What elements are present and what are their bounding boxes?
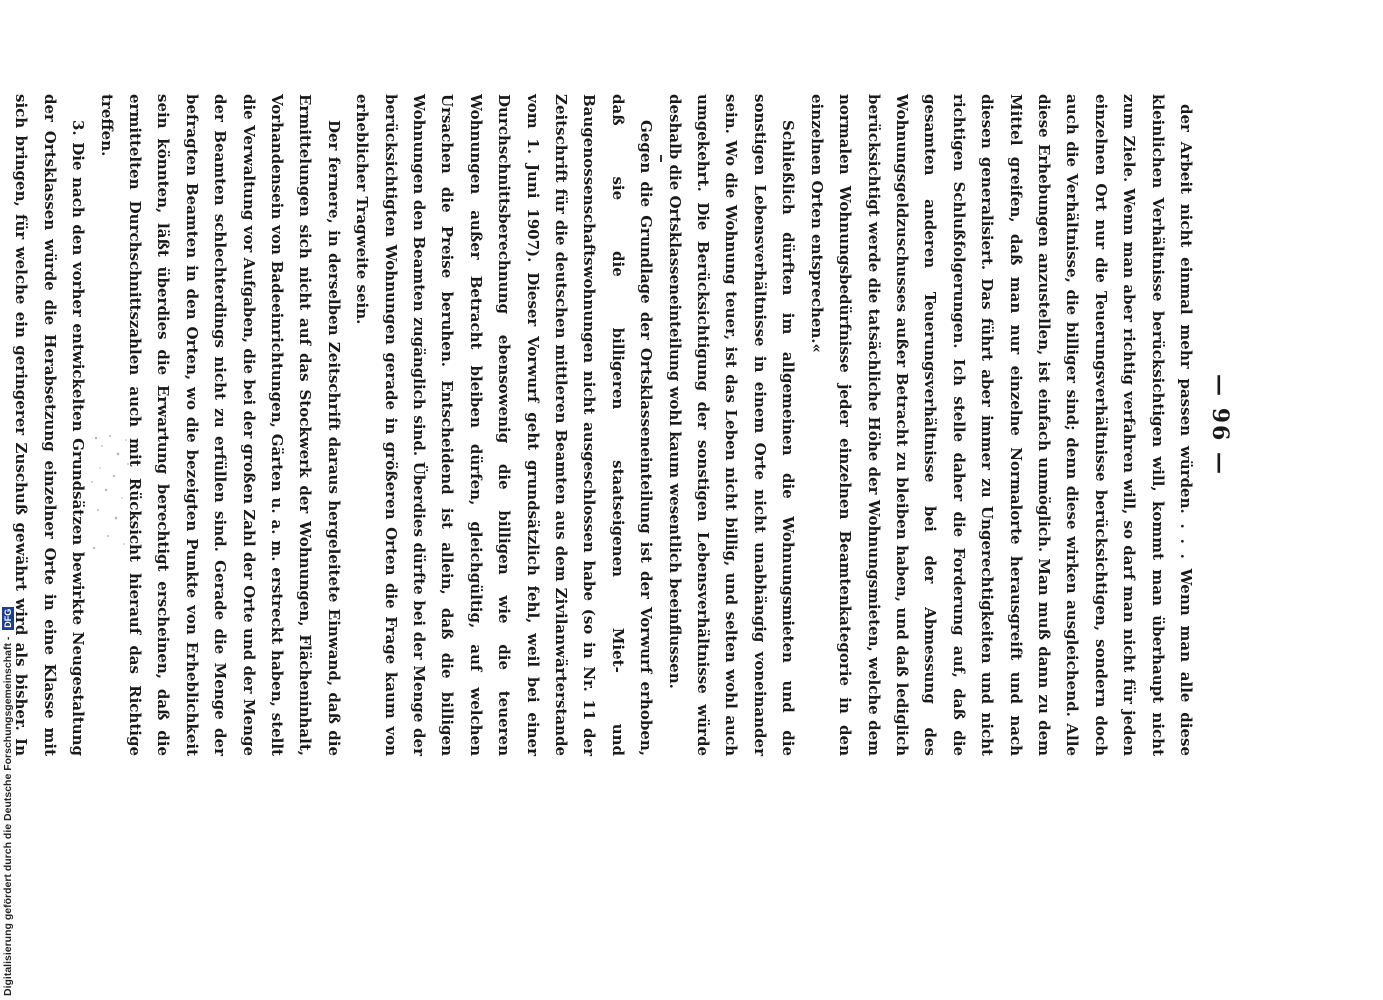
page-number: — 96 — [1207,374,1233,476]
paragraph: 3. Die nach den vorher entwickelten Grundsätzen bewirkte Neugestaltung der Ortsklassen würde die Herabsetzung einzelner Orte in eine Klasse mit sich bringen, für welche ein geringerer Zuschuß gewährt wird als bisher. In [12,94,88,756]
paragraph: Der fernere, in derselben Zeitschrift daraus hergeleitete Einwand, daß die Ermittelungen sich nicht auf das Stockwerk der Wohnungen, Flächeninhalt, Vorhandensein von Badeeinrichtungen, Gärten u. a. m. erstreckt haben, stellt die Verwaltung vor Aufgaben, die bei der großen Zahl der Orte und der Menge der Beamten schlechterdings nicht zu erfüllen sind. Gerade die Menge der befragten Beamten in den Orten, wo die bezeigten Punkte von Erheblichkeit sein könnten, läßt überdies die Erwartung berechtigt erscheinen, daß die ermittelten Durchschnittszahlen auch mit Rücksicht hierauf das Richtige treffen. [97,94,343,756]
paragraph: Gegen die Grundlage der Ortsklasseneinteilung ist der Vorwurf erhoben, daß sie die billigeren staatseigenen Miet- und Baugenossenschaftswohnungen nicht ausgeschlossen habe (so in Nr. 11 der Zeitschrift für die deutschen mittleren Beamten aus dem Zivilanwärterstande vom 1. Juni 1907). Dieser Vorwurf geht grundsätzlich fehl, weil bei einer Durchschnittsberechnung ebensowenig die billigen wie die teueren Wohnungen außer Betracht bleiben dürfen, gleichgültig, auf welchen Ursachen die Preise beruhen. Entscheidend ist allein, daß die billigen Wohnungen den Beamten zugänglich sind. Überdies dürfte bei der Menge der berücksichtigten Wohnungen gerade in größeren Orten die Frage kaum von erheblicher Tragweite sein. [353,94,656,756]
rotated-page [12,80,1240,770]
digitization-credit-text: Digitalisierung gefördert durch die Deutsche Forschungsgemeinschaft - [2,636,14,996]
dfg-logo: DFG [3,608,14,628]
paragraph: Schließlich dürften im allgemeinen die Wohnungsmieten und die sonstigen Lebensverhältnisse in einem Orte nicht unabhängig voneinander sein. Wo die Wohnung teuer, ist das Leben nicht billig, und selten wohl auch umgekehrt. Die Berücksichtigung der sonstigen Lebensverhältnisse würde deshalb die Ortsklasseneinteilung wohl kaum wesentlich beeinflussen. [665,94,798,756]
paragraph: der Arbeit nicht einmal mehr passen würden. . . . Wenn man alle diese kleinlichen Verhältnisse berücksichtigen will, kommt man überhaupt nicht zum Ziele. Wenn man aber richtig verfahren will, so darf man nicht für jeden einzelnen Ort nur die Teuerungsverhältnisse berücksichtigen, sondern doch auch die Verhältnisse, die billiger sind; denn diese wirken ausgleichend. Alle diese Erhebungen anzustellen, ist einfach unmöglich. Man muß dann zu dem Mittel greifen, daß man nur einzelne Normalorte herausgreift und nach diesen generalisiert. Das führt aber immer zu Ungerechtigkeiten und nicht richtigen Schlußfolgerungen. Ich stelle daher die Forderung auf, daß die gesamten anderen Teuerungsverhältnisse bei der Abmessung des Wohnungsgeldzuschusses außer Betracht zu bleiben haben, und daß lediglich berücksichtigt werde die tatsächliche Höhe der Wohnungsmieten, welche dem normalen Wohnungsbedürfnisse jeder einzelnen Beamtenkategorie in den einzelnen Orten entsprechen.« [807,94,1195,756]
body-text [12,94,1200,756]
